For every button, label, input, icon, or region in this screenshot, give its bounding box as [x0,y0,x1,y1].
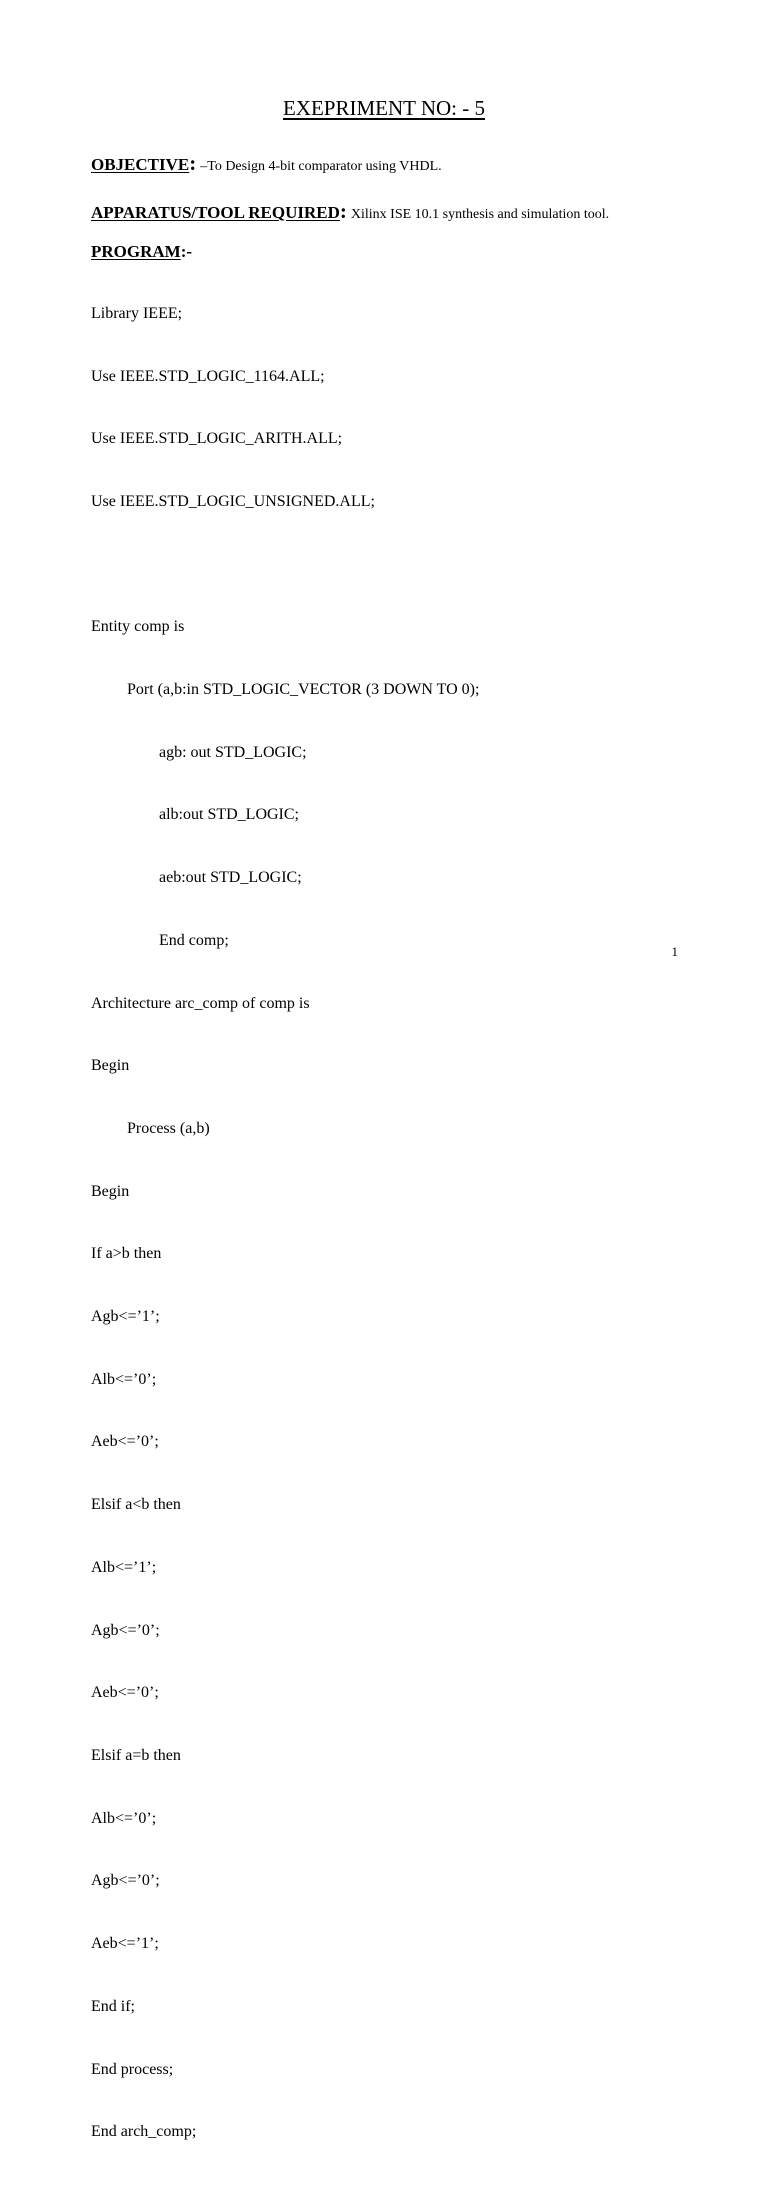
objective-line [91,151,442,176]
code-line: Library IEEE; [91,304,183,322]
experiment-title [0,95,768,121]
code-line: Elsif a<b then [91,1496,181,1514]
code-line: Alb<=’1’; [91,1558,157,1576]
code-line: agb: out STD_LOGIC; [91,743,307,761]
program-label: PROGRAM [91,242,181,261]
code-line: End comp; [91,931,229,949]
code-line: Alb<=’0’; [91,1809,157,1827]
code-line: Use IEEE.STD_LOGIC_UNSIGNED.ALL; [91,492,375,510]
code-line: Aeb<=’0’; [91,1433,159,1451]
code-line: End process; [91,2060,174,2078]
code-line: Elsif a=b then [91,1746,181,1764]
vhdl-code-block [91,262,479,2185]
objective-label: OBJECTIVE [91,155,190,174]
code-line: Agb<=’1’; [91,1308,160,1326]
code-line: alb:out STD_LOGIC; [91,806,299,824]
code-line: If a>b then [91,1245,162,1263]
code-line: Port (a,b:in STD_LOGIC_VECTOR (3 DOWN TO 0); [91,681,480,699]
code-line: Aeb<=’0’; [91,1684,159,1702]
code-line: Process (a,b) [91,1119,210,1137]
program-heading [91,242,192,262]
experiment-title-text: EXEPRIMENT NO: - 5 [282,96,486,120]
apparatus-text: Xilinx ISE 10.1 synthesis and simulation tool. [350,207,610,222]
page-number: 1 [671,944,678,959]
code-line: Use IEEE.STD_LOGIC_1164.ALL; [91,367,325,385]
objective-text: –To Design 4-bit comparator using VHDL. [200,159,442,174]
code-line [91,555,479,576]
code-line: Begin [91,1057,130,1075]
program-suffix: :- [180,242,193,261]
code-line: aeb:out STD_LOGIC; [91,869,302,887]
code-line: Begin [91,1182,130,1200]
apparatus-label: APPARATUS/TOOL REQUIRED [91,203,340,222]
apparatus-line [91,199,609,224]
apparatus-colon: : [339,199,347,223]
code-line: Alb<=’0’; [91,1370,157,1388]
code-line: Aeb<=’1’; [91,1935,159,1953]
code-line: End arch_comp; [91,2123,197,2141]
code-line: End if; [91,1997,135,2015]
code-line: Agb<=’0’; [91,1621,160,1639]
code-line: Entity comp is [91,618,185,636]
code-line: Architecture arc_comp of comp is [91,994,310,1012]
objective-colon: : [189,151,197,175]
code-line: Use IEEE.STD_LOGIC_ARITH.ALL; [91,430,343,448]
code-line: Agb<=’0’; [91,1872,160,1890]
